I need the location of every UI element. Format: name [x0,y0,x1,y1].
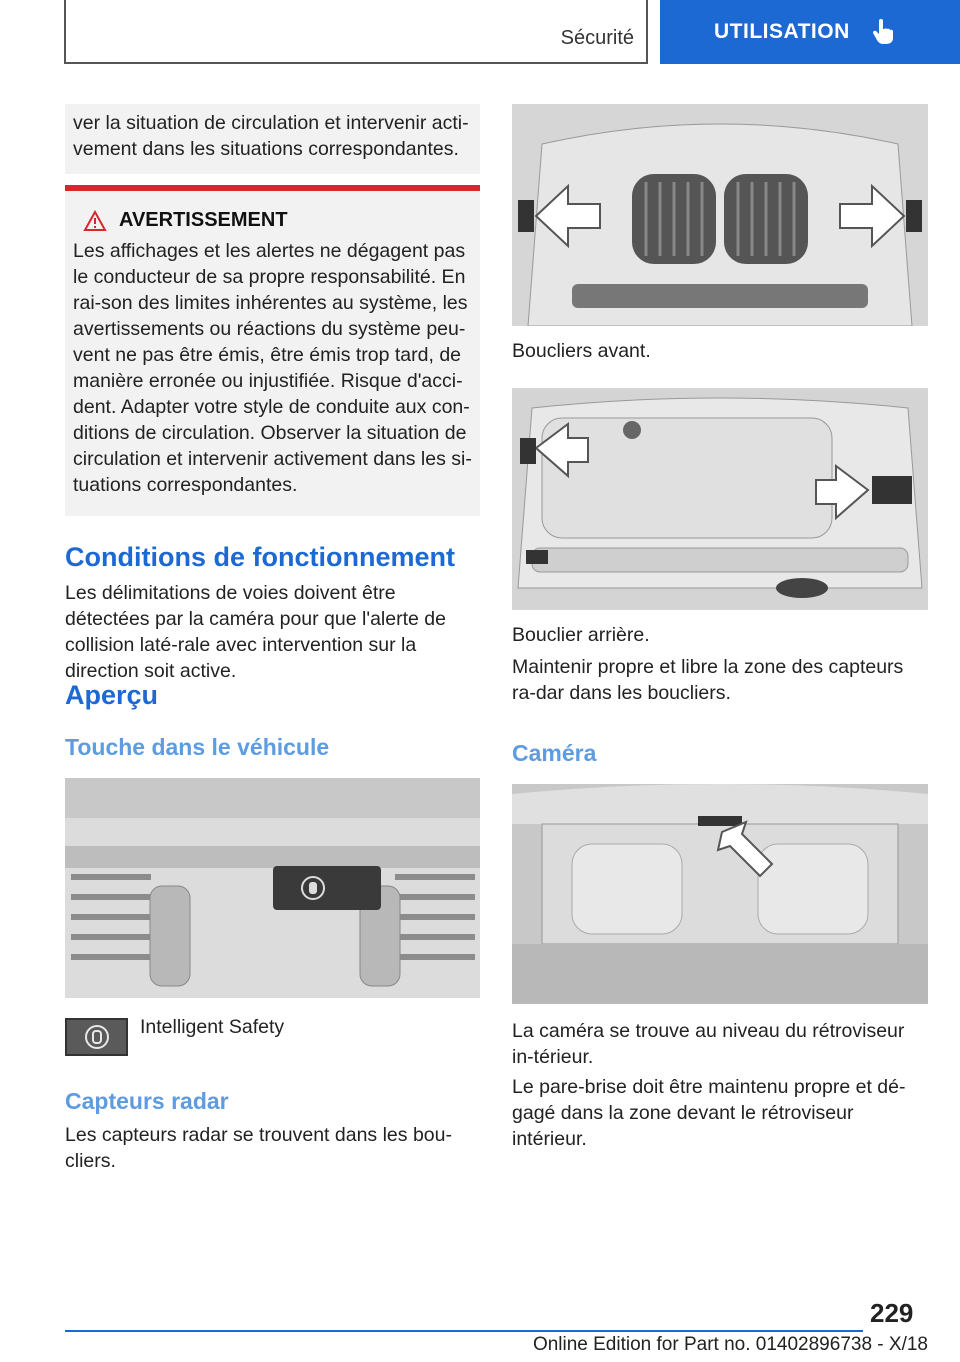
radar-text: Les capteurs radar se trouvent dans les bou-cliers. [65,1124,452,1172]
front-caption: Boucliers avant. [512,340,651,362]
front-bumper-photo [512,104,928,326]
intro-text: ver la situation de circulation et intervenir acti-vement dans les situations correspondantes. [73,112,469,160]
page-number: 229 [870,1298,914,1328]
front-bumper-illustration [512,104,928,326]
rear-bumper-photo [512,388,928,610]
overview-heading: Aperçu [65,680,159,710]
warning-box [65,191,480,516]
dashboard-button-photo [65,778,480,998]
camera-heading: Caméra [512,740,597,766]
warning-triangle-icon [83,210,107,232]
chapter-title: UTILISATION [714,20,850,43]
interior-camera-illustration [512,784,928,1004]
warning-text: Les affichages et les alertes ne dégagent pas le conducteur de sa propre responsabilité. En rai-son des limites inhérentes au système, les avertissements ou réactions du système peu-vent ne pas être émis, être émis trop tard, de manière erronée ou injustifiée. Risque d'acci-dent. Adapter votre style de conduite aux con-ditions de circulation. Observer la situation de circulation et intervenir activement dans les si-tuations correspondantes. [73,240,472,496]
warning-title: AVERTISSEMENT [119,209,288,231]
pointing-hand-icon [872,19,894,45]
camera-text-2: Le pare-brise doit être maintenu propre et dé-gagé dans la zone devant le rétroviseur intérieur. [512,1076,906,1150]
header-section-box [64,0,648,64]
safety-car-icon [84,1024,110,1050]
camera-text-1: La caméra se trouve au niveau du rétroviseur in-térieur. [512,1020,905,1068]
rear-caption: Bouclier arrière. [512,624,650,646]
footer-divider [65,1330,863,1332]
chapter-tab[interactable] [660,0,960,64]
button-label: Intelligent Safety [140,1016,285,1038]
section-title: Sécurité [560,27,634,49]
footer-edition: Online Edition for Part no. 01402896738 - X/18 [532,1334,928,1355]
conditions-text: Les délimitations de voies doivent être détectées par la caméra pour que l'alerte de collision laté-rale avec intervention sur la direction soit active. [65,582,446,682]
intro-box [65,104,480,174]
camera-photo [512,784,928,1004]
conditions-heading: Conditions de fonctionnement [65,542,455,572]
rear-bumper-illustration [512,388,928,610]
sensor-text: Maintenir propre et libre la zone des capteurs ra-dar dans les boucliers. [512,656,904,704]
radar-heading: Capteurs radar [65,1088,229,1114]
dashboard-illustration [65,778,480,998]
button-heading: Touche dans le véhicule [65,734,330,760]
intelligent-safety-button-icon[interactable] [65,1018,128,1056]
warning-heading [83,209,472,232]
